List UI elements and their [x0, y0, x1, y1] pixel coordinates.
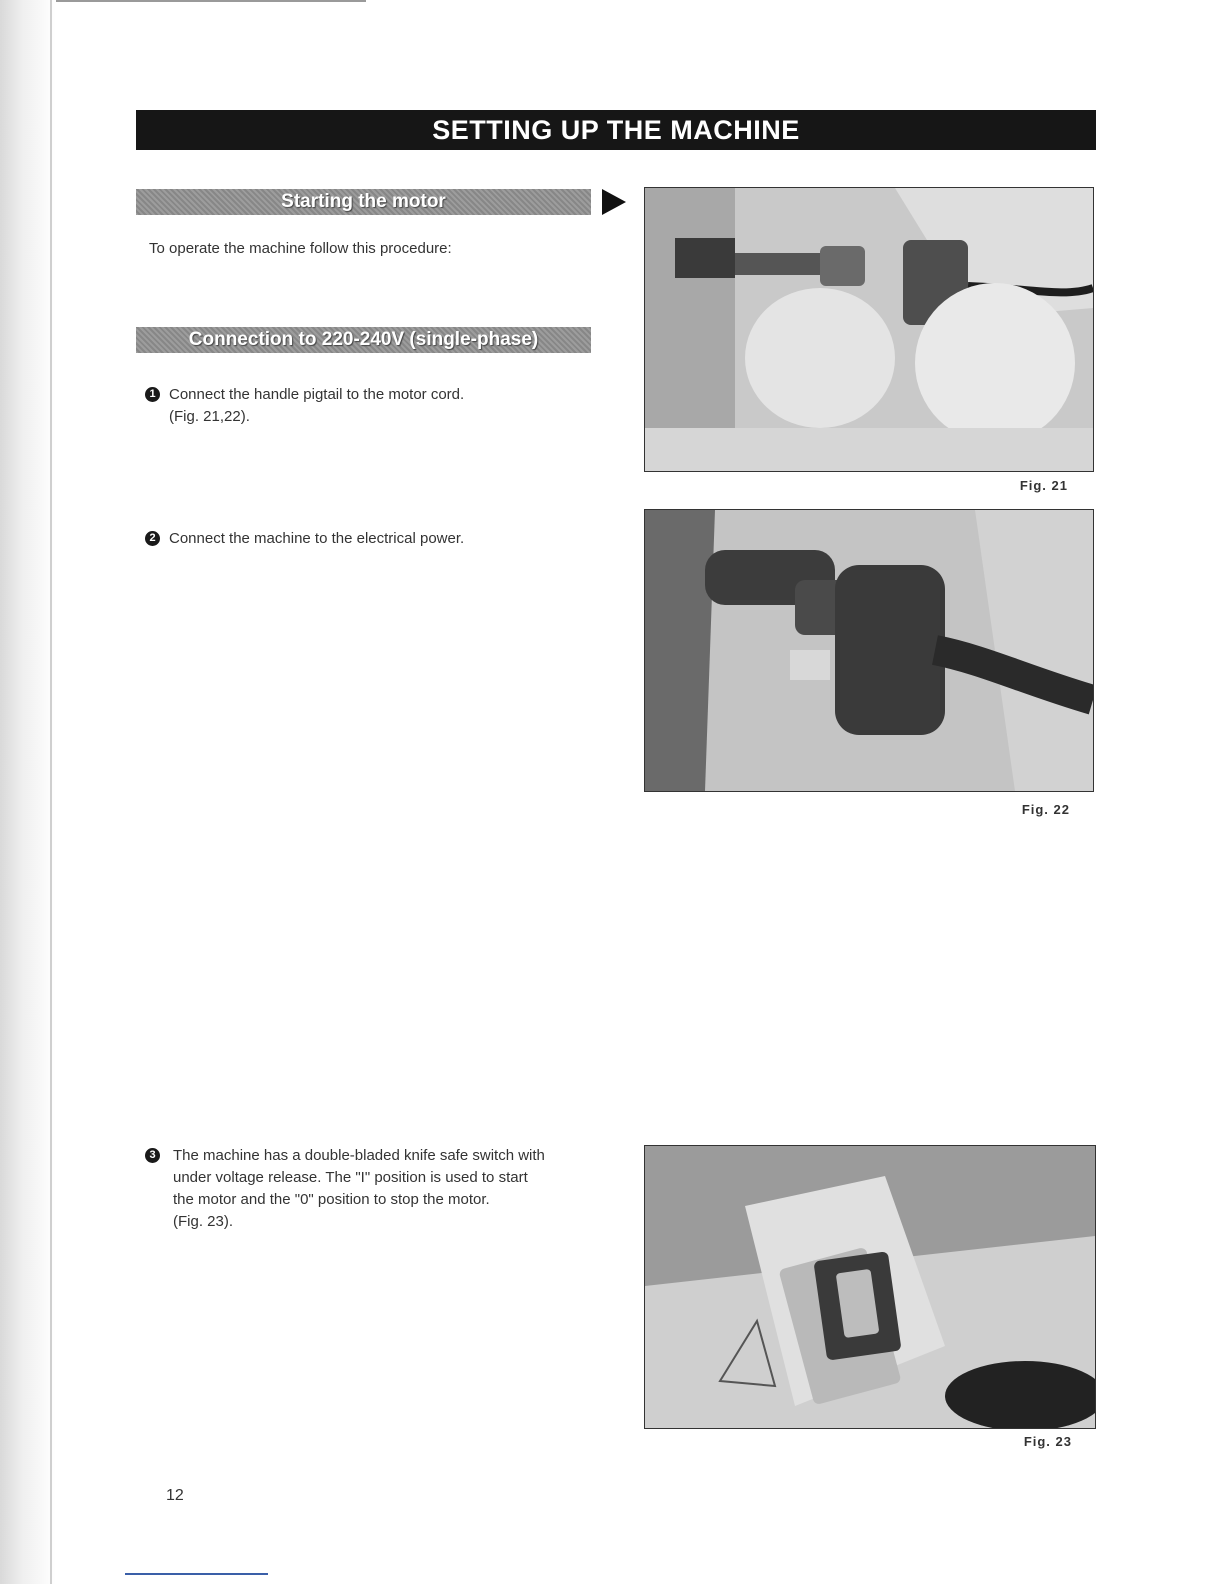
step-2 — [145, 528, 585, 552]
step-number-badge: 3 — [145, 1148, 160, 1163]
intro-text: To operate the machine follow this procedure: — [149, 240, 452, 257]
arrow-right-icon — [602, 189, 626, 215]
step-number-badge: 2 — [145, 531, 160, 546]
figure-22-caption: Fig. 22 — [1021, 802, 1070, 817]
page-edge-shadow — [0, 0, 56, 1584]
top-scan-line — [56, 0, 366, 2]
page-edge-line — [50, 0, 52, 1584]
step-1 — [145, 384, 585, 430]
step-3-line-3: the motor and the "0" position to stop the motor. — [173, 1191, 490, 1208]
page-number: 12 — [166, 1487, 184, 1504]
figure-21-caption: Fig. 21 — [1019, 478, 1068, 493]
step-number-badge: 1 — [145, 387, 160, 402]
figure-23-photo — [644, 1145, 1096, 1429]
figure-22-photo — [644, 509, 1094, 792]
step-3 — [145, 1145, 595, 1235]
section-heading-connection: Connection to 220-240V (single-phase) — [136, 327, 591, 353]
page-title: SETTING UP THE MACHINE — [136, 110, 1096, 150]
step-2-line-1: Connect the machine to the electrical power. — [169, 530, 465, 547]
figure-23-caption: Fig. 23 — [1023, 1434, 1072, 1449]
step-3-line-1: The machine has a double-bladed knife safe switch with — [173, 1147, 545, 1164]
step-3-line-4: (Fig. 23). — [173, 1213, 234, 1230]
step-1-line-2: (Fig. 21,22). — [169, 408, 250, 425]
step-3-line-2: under voltage release. The "I" position is used to start — [173, 1169, 528, 1186]
section-heading-starting-motor: Starting the motor — [136, 189, 591, 215]
step-1-line-1: Connect the handle pigtail to the motor cord. — [169, 386, 465, 403]
figure-21-photo — [644, 187, 1094, 472]
bottom-scan-line — [125, 1573, 268, 1575]
